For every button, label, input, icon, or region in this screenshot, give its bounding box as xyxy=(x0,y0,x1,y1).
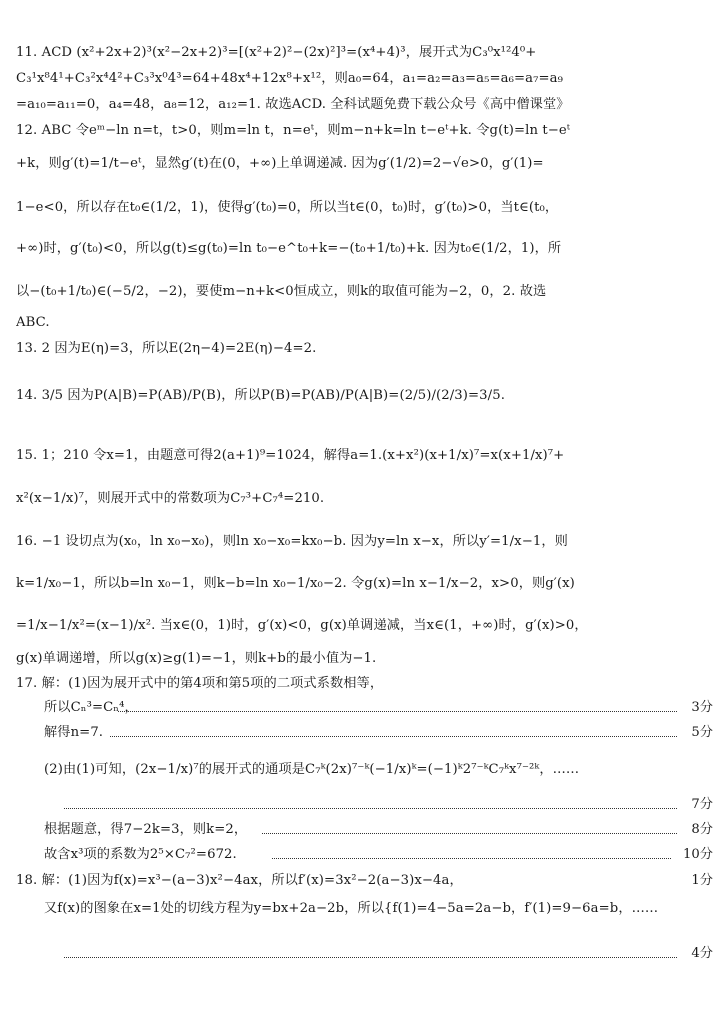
q12-line-1: 12. ABC 令eᵐ−ln n=t，t>0，则m=ln t，n=eᵗ，则m−n+k=ln t−eᵗ+k. 令g(t)=ln t−eᵗ xyxy=(16,123,571,138)
q16-line-1: 16. −1 设切点为(x₀，ln x₀−x₀)，则ln x₀−x₀=kx₀−b. 因为y=ln x−x，所以y′=1/x−1，则 xyxy=(16,534,568,549)
q12-line-5: 以−(t₀+1/t₀)∈(−5/2，−2)，要使m−n+k<0恒成立，则k的取值可能为−2，0，2. 故选 xyxy=(16,284,547,299)
q17-line-2: 所以Cₙ³=Cₙ⁴， xyxy=(44,700,138,715)
leader-dots xyxy=(110,736,677,737)
q17-line-1: 17. 解：(1)因为展开式中的第4项和第5项的二项式系数相等， xyxy=(16,676,384,691)
score-8: 8分 xyxy=(691,822,713,837)
q12-line-4: +∞)时，g′(t₀)<0，所以g(t)≤g(t₀)=ln t₀−e^t₀+k=−(t₀+1/t₀)+k. 因为t₀∈(1/2，1)，所 xyxy=(16,241,562,256)
q13-line: 13. 2 因为E(η)=3，所以E(2η−4)=2E(η)−4=2. xyxy=(16,341,317,356)
q17-line-3: 解得n=7. xyxy=(44,725,104,740)
q18-line-1: 18. 解：(1)因为f(x)=x³−(a−3)x²−4ax，所以f′(x)=3x²−2(a−3)x−4a， xyxy=(16,873,463,888)
leader-dots xyxy=(64,808,677,809)
leader-dots xyxy=(118,711,677,712)
q17-line-5: 根据题意，得7−2k=3，则k=2， xyxy=(44,822,248,837)
q17-line-4: (2)由(1)可知，(2x−1/x)⁷的展开式的通项是C₇ᵏ(2x)⁷⁻ᵏ(−1/x)ᵏ=(−1)ᵏ2⁷⁻ᵏC₇ᵏx⁷⁻²ᵏ，…… xyxy=(44,762,580,777)
q14-line: 14. 3/5 因为P(A|B)=P(AB)/P(B)，所以P(B)=P(AB)/P(A|B)=(2/5)/(2/3)=3/5. xyxy=(16,388,505,403)
q16-line-3: =1/x−1/x²=(x−1)/x². 当x∈(0，1)时，g′(x)<0，g(x)单调递减，当x∈(1，+∞)时，g′(x)>0， xyxy=(16,618,588,633)
score-10: 10分 xyxy=(683,847,713,862)
q18-line-2: 又f(x)的图象在x=1处的切线方程为y=bx+2a−2b，所以{f(1)=4−5a=2a−b，f′(1)=9−6a=b，…… xyxy=(44,901,659,916)
q12-line-2: +k，则g′(t)=1/t−eᵗ，显然g′(t)在(0，+∞)上单调递减. 因为g′(1/2)=2−√e>0，g′(1)= xyxy=(16,156,544,171)
q16-line-2: k=1/x₀−1，所以b=ln x₀−1，则k−b=ln x₀−1/x₀−2. 令g(x)=ln x−1/x−2，x>0，则g′(x) xyxy=(16,576,575,591)
leader-dots xyxy=(272,858,671,859)
q15-line-1: 15. 1；210 令x=1，由题意可得2(a+1)⁹=1024，解得a=1.(x+x²)(x+1/x)⁷=x(x+1/x)⁷+ xyxy=(16,448,565,463)
score-4: 4分 xyxy=(691,946,713,961)
q11-line-3: =a₁₀=a₁₁=0，a₄=48，a₈=12，a₁₂=1. 故选ACD. 全科试题免费下载公众号《高中僧课堂》 xyxy=(16,97,570,112)
score-3: 3分 xyxy=(691,700,713,715)
score-1: 1分 xyxy=(691,873,713,888)
q11-line-2: C₃¹x⁸4¹+C₃²x⁴4²+C₃³x⁰4³=64+48x⁴+12x⁸+x¹²，则a₀=64，a₁=a₂=a₃=a₅=a₆=a₇=a₉ xyxy=(16,71,563,86)
score-5: 5分 xyxy=(691,725,713,740)
q15-line-2: x²(x−1/x)⁷，则展开式中的常数项为C₇³+C₇⁴=210. xyxy=(16,491,325,506)
score-7: 7分 xyxy=(691,797,713,812)
q11-line-1: 11. ACD (x²+2x+2)³(x²−2x+2)³=[(x²+2)²−(2x)²]³=(x⁴+4)³，展开式为C₃⁰x¹²4⁰+ xyxy=(16,45,537,60)
leader-dots xyxy=(262,833,677,834)
q16-line-4: g(x)单调递增，所以g(x)≥g(1)=−1，则k+b的最小值为−1. xyxy=(16,651,377,666)
leader-dots xyxy=(64,957,677,958)
q12-line-3: 1−e<0，所以存在t₀∈(1/2，1)，使得g′(t₀)=0，所以当t∈(0，t₀)时，g′(t₀)>0，当t∈(t₀， xyxy=(16,200,559,215)
q12-line-6: ABC. xyxy=(16,315,50,330)
q17-line-6: 故含x³项的系数为2⁵×C₇²=672. xyxy=(44,847,237,862)
